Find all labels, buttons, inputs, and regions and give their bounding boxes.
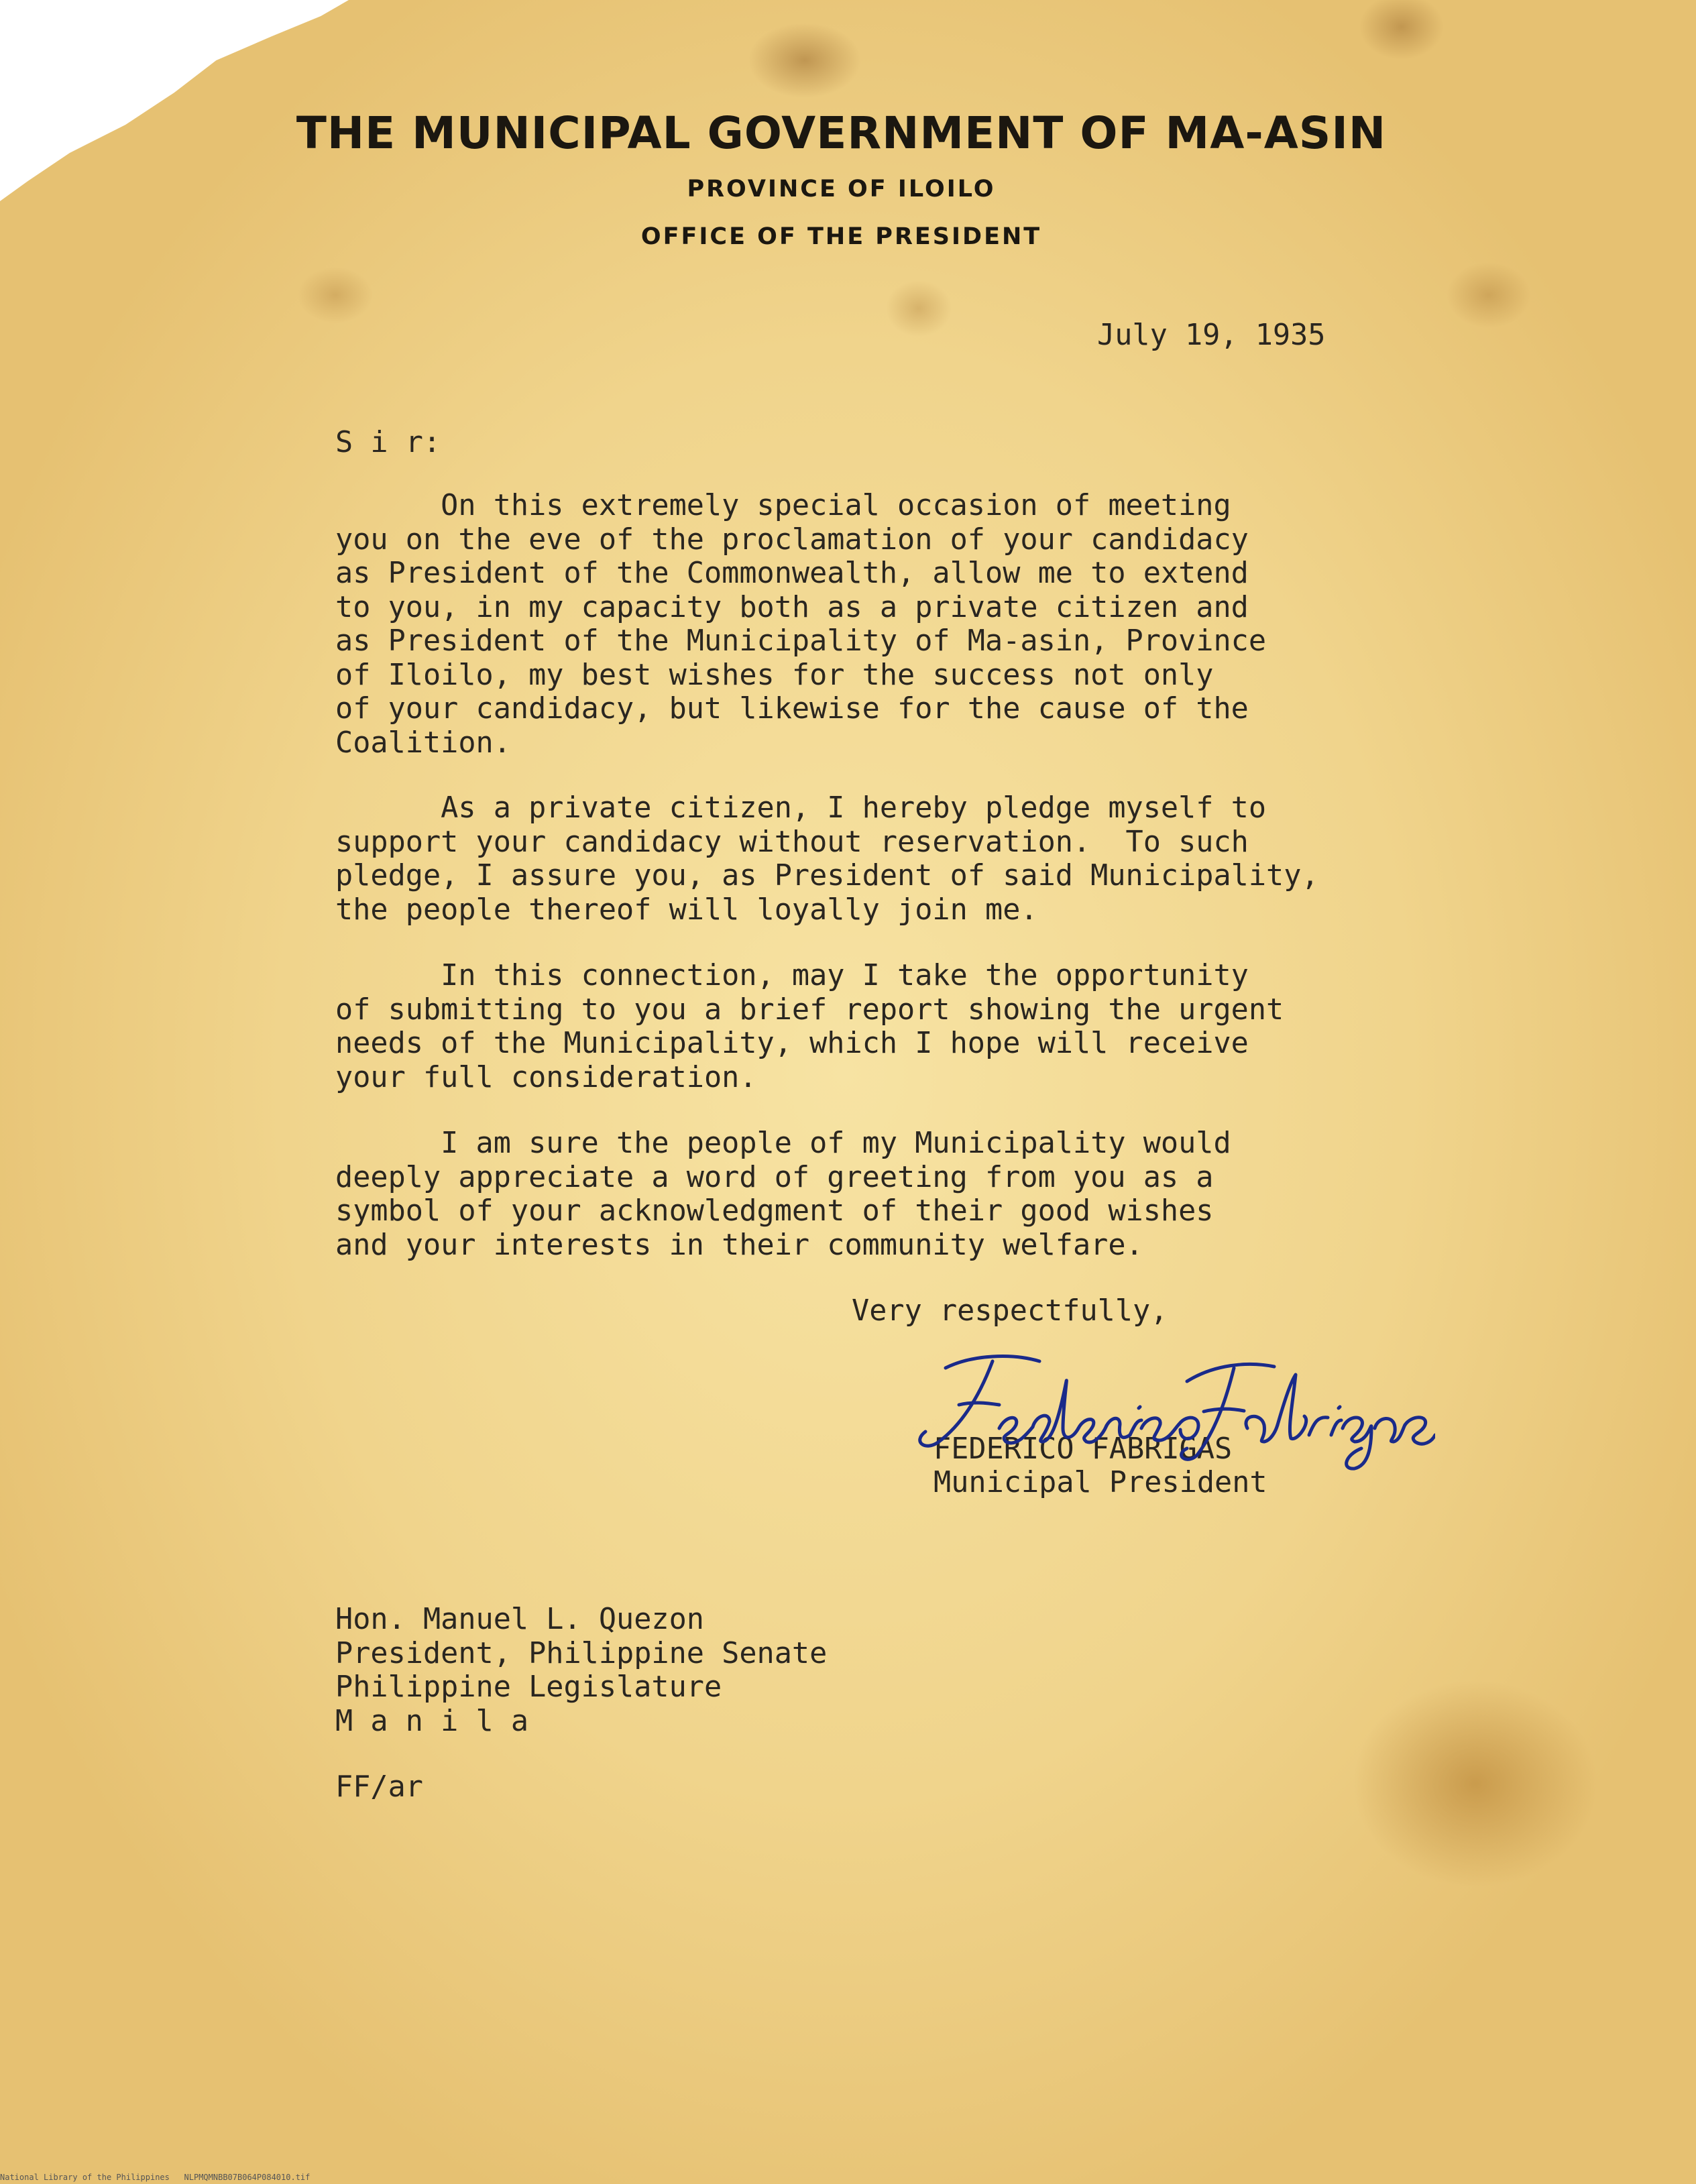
letterhead-province: PROVINCE OF ILOILO: [687, 176, 996, 203]
signer-title: Municipal President: [934, 1466, 1267, 1499]
body-paragraph-4: I am sure the people of my Municipality would deeply appreciate a word of greeting from you as a symbol of your acknowledgment of their good wishes and your interests in their community welfare.: [335, 1127, 1231, 1262]
closing: Very respectfully,: [852, 1294, 1168, 1328]
body-paragraph-3: In this connection, may I take the opportunity of submitting to you a brief report showing the urgent needs of the Municipality, which I hope will receive your full consideration.: [335, 959, 1284, 1094]
archive-reference: National Library of the Philippines NLPMQMNBB07B064P084010.tif: [0, 2173, 310, 2182]
letterhead-office: OFFICE OF THE PRESIDENT: [640, 223, 1042, 250]
body-paragraph-2: As a private citizen, I hereby pledge myself to support your candidacy without reservation. To such pledge, I assure you, as President of said Municipality, the people thereof will loyally join me.: [335, 791, 1319, 927]
letterhead-title: THE MUNICIPAL GOVERNMENT OF MA-ASIN: [296, 107, 1387, 159]
letter-date: July 19, 1935: [1097, 319, 1326, 352]
torn-corner: [0, 0, 349, 201]
handwritten-signature: [899, 1341, 1435, 1475]
addressee-block: Hon. Manuel L. Quezon President, Philippine Senate Philippine Legislature M a n i l a: [335, 1603, 828, 1738]
salutation: S i r:: [335, 426, 441, 459]
reference-initials: FF/ar: [335, 1770, 423, 1804]
body-paragraph-1: On this extremely special occasion of meeting you on the eve of the proclamation of your candidacy as President of the Commonwealth, allow me to extend to you, in my capacity both as a private citizen and as President of the Municipality of Ma-asin, Province of Iloilo, my best wishes for the success not only of your candidacy, but likewise for the cause of the Coalition.: [335, 489, 1267, 760]
signer-name: FEDERICO FABRIGAS: [934, 1432, 1233, 1466]
